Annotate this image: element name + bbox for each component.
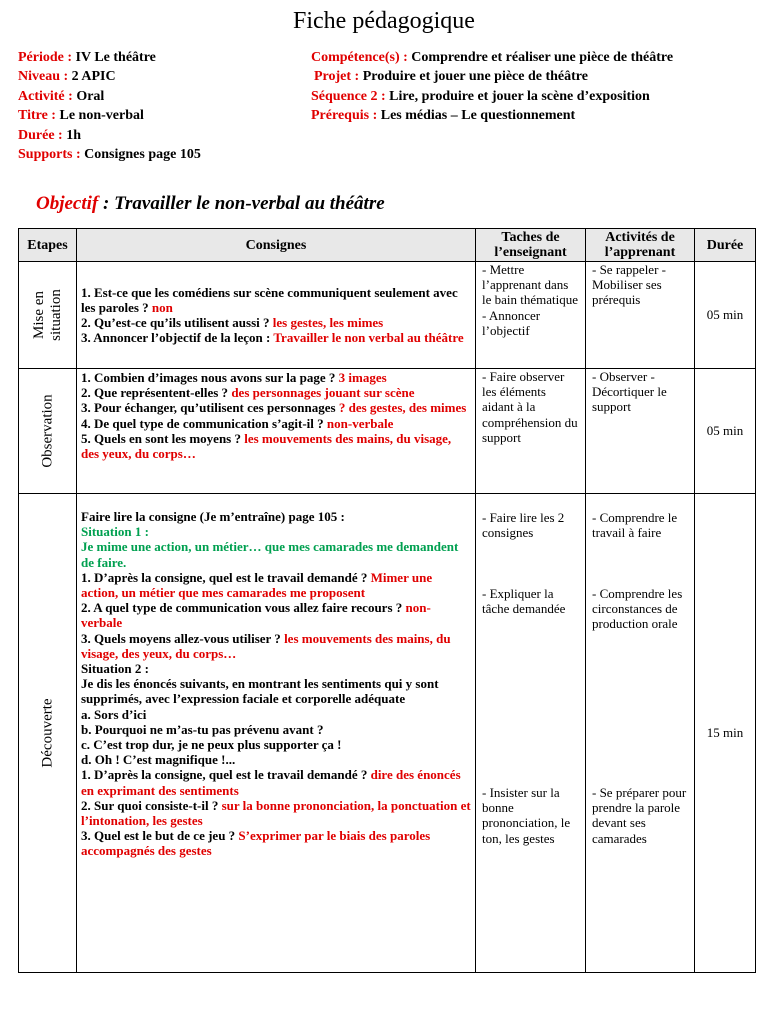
consignes-cell: [77, 494, 476, 973]
activites-cell: - Observer - Décortiquer le support: [586, 369, 695, 494]
duree-cell: 05 min: [695, 262, 756, 369]
question-line: 3. Annoncer l’objectif de la leçon : Travailler le non verbal au théâtre: [81, 330, 464, 346]
list-item: c. C’est trop dur, je ne peux plus supporter ça !: [81, 737, 342, 753]
meta-projet: Projet : Produire et jouer une pièce de théâtre: [314, 69, 588, 85]
header-etapes: Etapes: [19, 229, 77, 262]
header-activites: Activités de l’apprenant: [586, 229, 695, 262]
etape-label: Découverte: [39, 698, 55, 768]
meta-competence: Compétence(s) : Comprendre et réaliser une pièce de théâtre: [311, 50, 674, 65]
table-row: [19, 262, 756, 369]
meta-duree: Durée : 1h: [18, 127, 81, 143]
activites-cell: - Comprendre le travail à faire - Comprendre les circonstances de production orale - Se préparer pour prendre la parole devant ses camarades: [586, 494, 695, 973]
question-line: 2. Que représentent-elles ? des personnages jouant sur scène: [81, 385, 415, 401]
question-line: 3. Quels moyens allez-vous utiliser ? les mouvements des mains, du visage, des yeux, du corps…: [81, 630, 451, 661]
consignes-cell: [77, 262, 476, 369]
question-line: 1. Est-ce que les comédiens sur scène communiquent seulement avec les paroles ? non: [81, 284, 458, 315]
situation-1-text: Je mime une action, un métier… que mes camarades me demandent de faire.: [81, 539, 459, 570]
list-item: b. Pourquoi ne m’as-tu pas prévenu avant ?: [81, 721, 324, 737]
question-line: 5. Quels en sont les moyens ? les mouvements des mains, du visage, des yeux, du corps…: [81, 430, 452, 462]
lesson-table: [18, 228, 756, 973]
situation-2-text: Je dis les énoncés suivants, en montrant les sentiments qui y sont supprimés, avec l’expression faciale et corporelle adéquate: [81, 676, 439, 707]
objective: Objectif : Travailler le non-verbal au théâtre: [36, 193, 385, 214]
question-line: 2. Qu’est-ce qu’ils utilisent aussi ? les gestes, les mimes: [81, 315, 384, 330]
meta-activite: Activité : Oral: [18, 88, 105, 104]
etape-label: Observation: [39, 394, 55, 468]
meta-sequence: Séquence 2 : Lire, produire et jouer la scène d’exposition: [311, 88, 650, 104]
table-header-row: [19, 229, 756, 262]
header-duree: Durée: [695, 229, 756, 262]
question-line: 1. Combien d’images nous avons sur la page ? 3 images: [81, 370, 387, 385]
consignes-cell: [77, 369, 476, 494]
etape-label: Mise en situation: [30, 289, 64, 341]
activites-cell: - Se rappeler - Mobiliser ses prérequis: [586, 262, 695, 369]
taches-cell: - Faire lire les 2 consignes - Expliquer la tâche demandée - Insister sur la bonne prononciation, le ton, les gestes: [476, 494, 586, 973]
question-line: 1. D’après la consigne, quel est le travail demandé ? dire des énoncés en exprimant des sentiments: [81, 767, 461, 798]
question-line: 3. Pour échanger, qu’utilisent ces personnages ? des gestes, des mimes: [81, 400, 467, 416]
table-row: [19, 494, 756, 973]
list-item: d. Oh ! C’est magnifique !...: [81, 752, 236, 768]
intro-line: Faire lire la consigne (Je m’entraîne) page 105 :: [81, 509, 345, 524]
etape-cell: [19, 262, 77, 369]
list-item: a. Sors d’ici: [81, 706, 147, 722]
situation-2-title: Situation 2 :: [81, 661, 149, 677]
etape-cell: [19, 494, 77, 973]
meta-supports: Supports : Consignes page 105: [18, 147, 201, 163]
header-consignes: Consignes: [77, 229, 476, 262]
taches-cell: - Faire observer les éléments aidant à la compréhension du support: [476, 369, 586, 494]
header-taches: Taches de l’enseignant: [476, 229, 586, 262]
page-title: Fiche pédagogique: [293, 8, 475, 34]
question-line: 4. De quel type de communication s’agit-il ? non-verbale: [81, 415, 394, 431]
question-line: 1. D’après la consigne, quel est le travail demandé ? Mimer une action, un métier que mes camarades me proposent: [81, 569, 433, 601]
meta-titre: Titre : Le non-verbal: [18, 108, 144, 124]
meta-right: [311, 48, 673, 126]
meta-periode: Période : IV Le théâtre: [18, 50, 156, 65]
question-line: 3. Quel est le but de ce jeu ? S’exprimer par le biais des paroles accompagnés des gestes: [81, 828, 431, 859]
meta-left: [18, 48, 201, 164]
etape-cell: [19, 369, 77, 494]
situation-1-title: Situation 1 :: [81, 524, 149, 540]
question-line: 2. Sur quoi consiste-t-il ? sur la bonne prononciation, la ponctuation et l’intonation, les gestes: [81, 797, 471, 829]
meta-prerequis: Prérequis : Les médias – Le questionnement: [311, 108, 576, 124]
meta-niveau: Niveau : 2 APIC: [18, 69, 116, 85]
taches-cell: - Mettre l’apprenant dans le bain thématique - Annoncer l’objectif: [476, 262, 586, 369]
duree-cell: 05 min: [695, 369, 756, 494]
duree-cell: 15 min: [695, 494, 756, 973]
question-line: 2. A quel type de communication vous allez faire recours ? non-verbale: [81, 600, 431, 631]
table-row: [19, 369, 756, 494]
